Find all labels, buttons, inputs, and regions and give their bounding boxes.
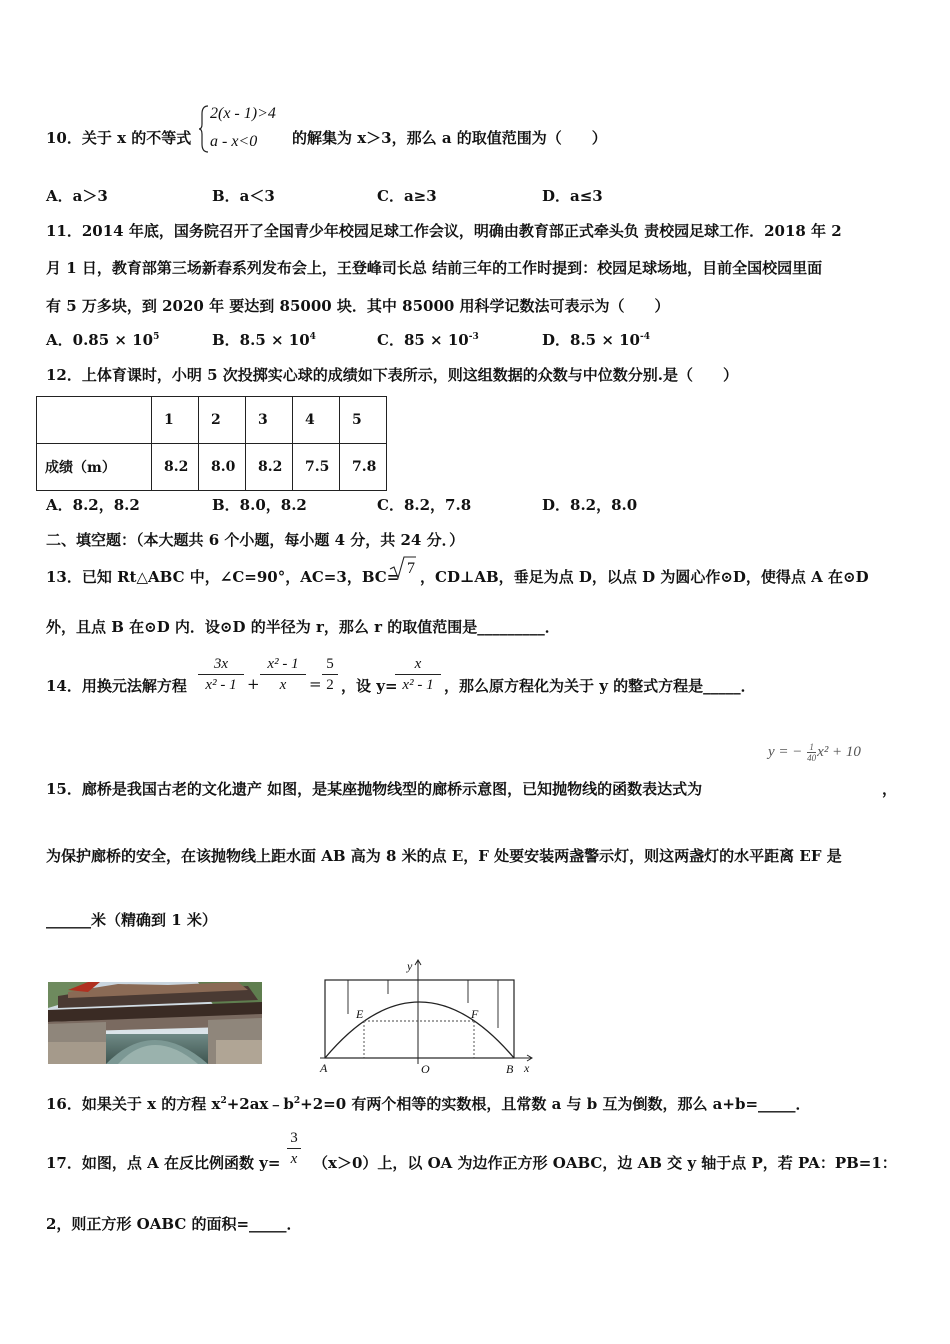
q14-fraction-4: $\frac{x}{\text{x² - 1}}$ [395, 654, 441, 695]
q17-prefix: 17．如图，点 A 在反比例函数 y= [46, 1154, 281, 1172]
label-o: O [421, 1062, 430, 1076]
brace-icon [198, 104, 210, 154]
table-cell: 8.2 [246, 444, 293, 491]
label-f: F [471, 1007, 479, 1021]
q10-suffix: 的解集为 x＞3，那么 a 的取值范围为（ ） [292, 129, 607, 147]
q10-option-d: D．a≤3 [542, 187, 603, 205]
q11-option-a: A．$0.85 \times 10^5$ [46, 331, 160, 349]
sqrt-radicand: 7 [407, 560, 415, 577]
score-table [36, 396, 387, 491]
q14-fraction-1: $\frac{3x}{\text{x² - 1}}$ [198, 654, 244, 695]
table-cell: 2 [199, 397, 246, 444]
q15-formula: y = − $\frac{1}{40}$ x² + 10 [768, 742, 861, 763]
table-cell: 3 [246, 397, 293, 444]
q12-option-d: D．8.2，8.0 [542, 496, 638, 514]
label-e: E [356, 1007, 364, 1021]
q10-option-c: C．a≥3 [377, 187, 437, 205]
q11-option-c: C．$85 \times 10^{-3}$ [377, 331, 479, 349]
table-row [37, 444, 387, 491]
label-a: A [320, 1061, 328, 1075]
q14-mid: ，设 y= [341, 677, 398, 695]
q13-line1b: ，CD⊥AB，垂足为点 D，以点 D 为圆心作⊙D，使得点 A 在⊙D [420, 568, 869, 586]
q12-option-c: C．8.2，7.8 [377, 496, 472, 514]
q11-line2: 月 1 日，教育部第三场新春系列发布会上，王登峰司长总 结前三年的工作时提到：校园足球场地，目前全国校园里面 [46, 259, 823, 277]
table-cell [37, 397, 152, 444]
q10-option-a: A．a＞3 [46, 187, 108, 205]
q10-prefix: 10．关于 x 的不等式 [46, 129, 192, 147]
q11-line1: 11．2014 年底，国务院召开了全国青少年校园足球工作会议，明确由教育部正式牵头负 责校园足球工作．2018 年 2 [46, 222, 842, 240]
q17-line2: 2，则正方形 OABC 的面积=_____． [46, 1215, 302, 1233]
bridge-photo [48, 982, 262, 1064]
parabola-diagram [318, 958, 542, 1080]
table-cell: 成绩（m） [37, 444, 152, 491]
q11-option-b: B．$8.5 \times 10^4$ [212, 331, 316, 349]
table-cell: 8.2 [152, 444, 199, 491]
table-header-row [37, 397, 387, 444]
q11-line3: 有 5 万多块，到 2020 年 要达到 85000 块．其中 85000 用科学记数法可表示为（ ） [46, 297, 670, 315]
table-cell: 4 [293, 397, 340, 444]
q10-system-line1: 2(x - 1)>4 [210, 105, 276, 122]
q11-option-d: D．$8.5 \times 10^{-4}$ [542, 331, 650, 349]
q15-line1-end: ， [882, 780, 898, 798]
q14-suffix: ，那么原方程化为关于 y 的整式方程是_____． [444, 677, 756, 695]
label-y: y [407, 959, 413, 973]
parabola-curve [325, 1002, 514, 1058]
q14-prefix: 14．用换元法解方程 [46, 677, 187, 695]
q15-line3: ______米（精确到 1 米） [46, 911, 217, 929]
section-heading: 二、填空题：（本大题共 6 个小题，每小题 4 分，共 24 分．） [46, 531, 465, 549]
sqrt-icon [388, 554, 418, 580]
label-x: x [524, 1061, 530, 1075]
q14-equals: = [309, 675, 322, 693]
table-cell: 5 [340, 397, 387, 444]
q17-fraction: $\frac{3}{x}$ [287, 1128, 301, 1169]
q10-option-b: B．a＜3 [212, 187, 275, 205]
q10-system-line2: a - x<0 [210, 133, 258, 150]
q16-text: 16．如果关于 x 的方程 $x^2+2ax﹣b^2+2=0$ 有两个相等的实数根，且常数 a 与 b 互为倒数，那么 a+b=_____． [46, 1095, 811, 1113]
bridge-frame [325, 980, 514, 1058]
table-cell: 1 [152, 397, 199, 444]
q12-option-a: A．8.2，8.2 [46, 496, 140, 514]
q17-suffix: （x＞0）上，以 OA 为边作正方形 OABC，边 AB 交 y 轴于点 P，若 PA：PB=1： [313, 1154, 897, 1172]
q14-fraction-3: $\frac{5}{2}$ [322, 654, 338, 695]
q14-fraction-2: $\frac{\text{x² - 1}}{x}$ [260, 654, 306, 695]
q12-option-b: B．8.0，8.2 [212, 496, 307, 514]
q14-plus: + [247, 675, 260, 693]
q15-line1: 15．廊桥是我国古老的文化遗产 如图，是某座抛物线型的廊桥示意图，已知抛物线的函数表达式为 [46, 780, 703, 798]
label-b: B [506, 1062, 514, 1076]
table-cell: 7.8 [340, 444, 387, 491]
q13-line2: 外，且点 B 在⊙D 内．设⊙D 的半径为 r，那么 r 的取值范围是_________． [46, 618, 560, 636]
q12-text: 12．上体育课时，小明 5 次投掷实心球的成绩如下表所示，则这组数据的众数与中位数分别.是（ ） [46, 366, 738, 384]
q15-line2: 为保护廊桥的安全，在该抛物线上距水面 AB 高为 8 米的点 E，F 处要安装两盏警示灯，则这两盏灯的水平距离 EF 是 [46, 847, 842, 865]
q13-line1a: 13．已知 Rt△ABC 中，∠C=90°，AC=3，BC= [46, 568, 400, 586]
table-cell: 8.0 [199, 444, 246, 491]
table-cell: 7.5 [293, 444, 340, 491]
